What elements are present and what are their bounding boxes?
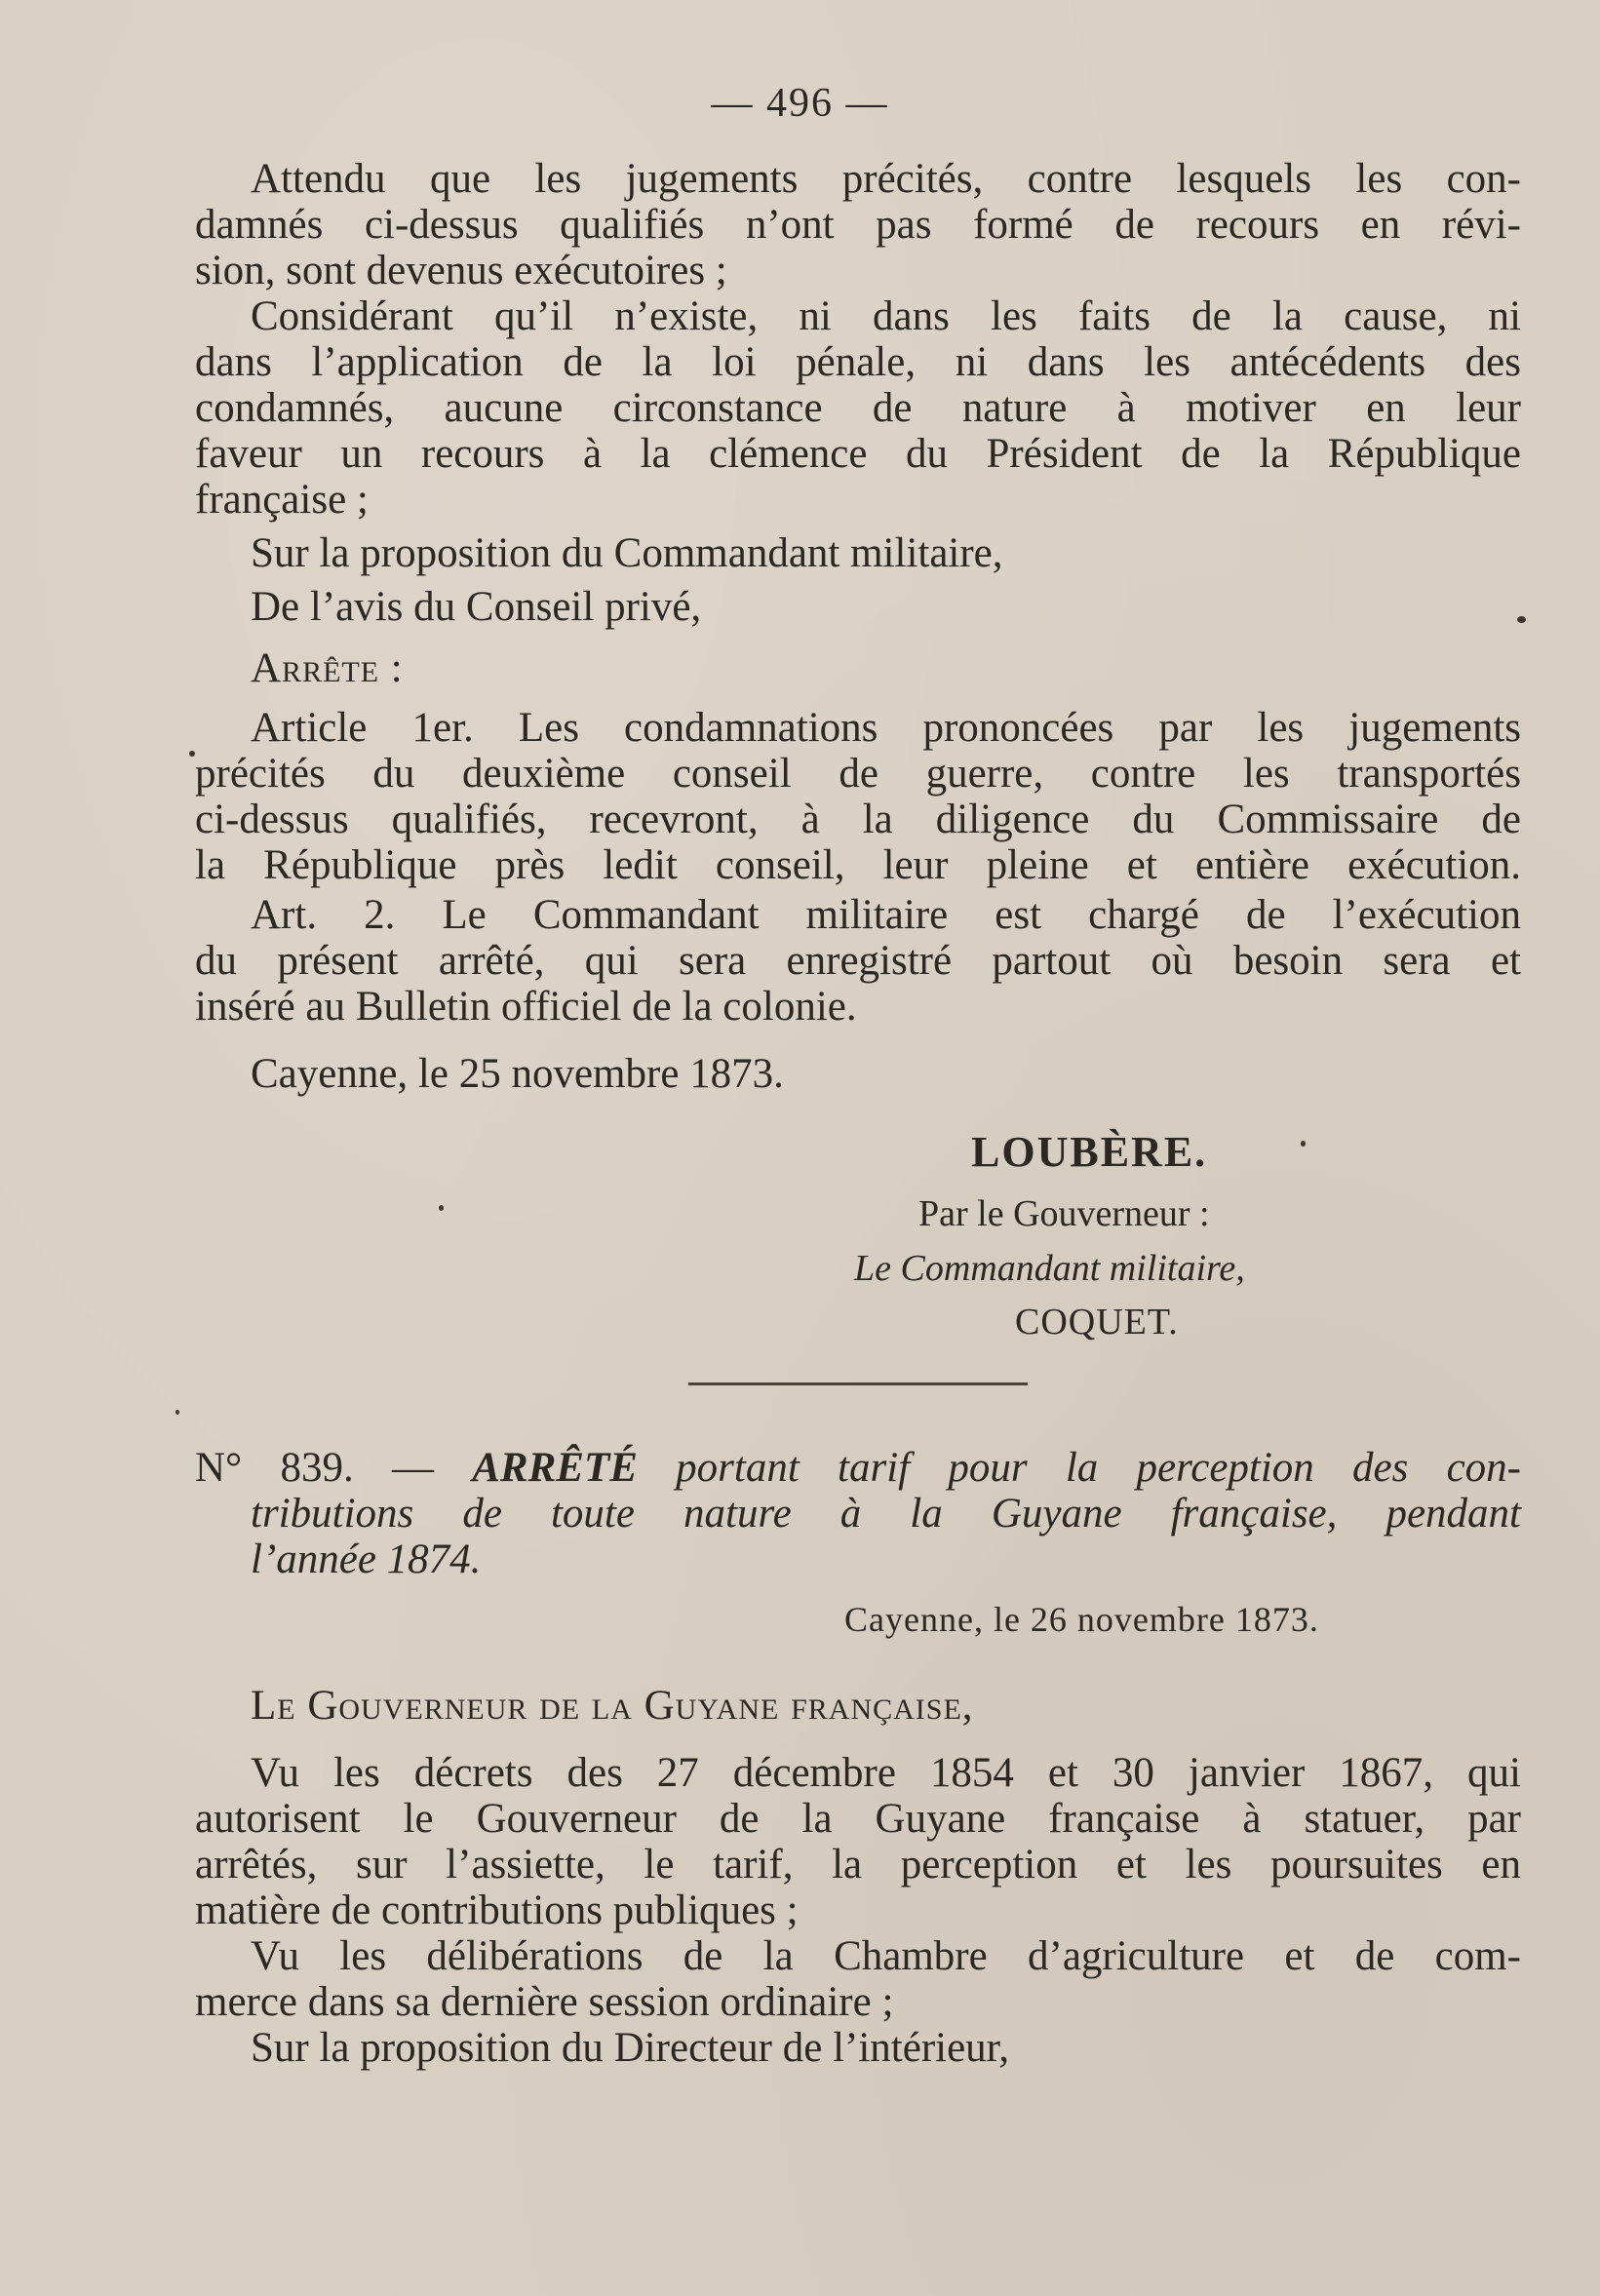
text-line: arrêtés, sur l’assiette, le tarif, la perception et les poursuites en: [195, 1842, 1521, 1887]
text-line: Article 1er. Les condamnations prononcées par les jugements: [251, 705, 1521, 751]
paper-speck: [1301, 1141, 1306, 1147]
upper-text-block: [195, 156, 1521, 1097]
decree-title-bold: ARRÊTÉ: [472, 1445, 638, 1491]
signature-name: LOUBÈRE.: [971, 1128, 1208, 1176]
text-line: Considérant qu’il n’existe, ni dans les faits de la cause, ni: [251, 293, 1521, 339]
decree-title-line: tributions de toute nature à la Guyane française, pendant: [251, 1491, 1521, 1537]
paper-speck: [1517, 616, 1526, 623]
text-line: Sur la proposition du Directeur de l’intérieur,: [251, 2025, 1010, 2071]
text-line: précités du deuxième conseil de guerre, contre les transportés: [195, 751, 1521, 797]
countersign-name: COQUET.: [1015, 1302, 1179, 1343]
lower-text-block: [195, 1683, 1521, 2071]
decree-title-line: [195, 1445, 1521, 1491]
signature-by: Par le Gouverneur :: [918, 1193, 1210, 1234]
text-line: De l’avis du Conseil privé,: [251, 584, 702, 630]
decree-date: Cayenne, le 26 novembre 1873.: [844, 1600, 1319, 1639]
governor-title: Le Gouverneur de la Guyane française,: [251, 1683, 974, 1729]
paper-speck: [189, 751, 195, 757]
text-line: Art. 2. Le Commandant militaire est chargé de l’exécution: [251, 892, 1521, 938]
page-number: — 496 —: [711, 81, 889, 126]
text-line: ci-dessus qualifiés, recevront, à la diligence du Commissaire de: [195, 797, 1521, 842]
section-divider: [688, 1382, 1028, 1385]
arrete-heading: Arrête :: [251, 645, 404, 691]
text-line: dans l’application de la loi pénale, ni dans les antécédents des: [195, 339, 1521, 385]
text-line: Attendu que les jugements précités, contre lesquels les con-: [251, 156, 1521, 202]
signature-role: Le Commandant militaire,: [854, 1248, 1245, 1289]
decree-number: N° 839. —: [195, 1445, 434, 1491]
text-line: Vu les décrets des 27 décembre 1854 et 30 janvier 1867, qui: [251, 1750, 1521, 1796]
text-line: la République près ledit conseil, leur pleine et entière exécution.: [195, 842, 1521, 888]
paper-speck: [439, 1205, 444, 1211]
place-date: Cayenne, le 25 novembre 1873.: [251, 1051, 784, 1097]
preamble-line: [195, 1683, 1521, 1729]
text-line: autorisent le Gouverneur de la Guyane française à statuer, par: [195, 1796, 1521, 1842]
text-line: inséré au Bulletin officiel de la colonie.: [195, 984, 857, 1030]
text-line: merce dans sa dernière session ordinaire ;: [195, 1979, 894, 2025]
text-line: faveur un recours à la clémence du Président de la République: [195, 431, 1521, 477]
text-line: Vu les délibérations de la Chambre d’agriculture et de com-: [251, 1933, 1521, 1979]
text-line: Sur la proposition du Commandant militaire,: [251, 530, 1003, 576]
decree-heading: [195, 1445, 1521, 1582]
text-line: condamnés, aucune circonstance de nature à motiver en leur: [195, 385, 1521, 431]
paper-speck: [176, 1410, 179, 1415]
decree-title-text: portant tarif pour la perception des con-: [676, 1445, 1522, 1491]
text-line: damnés ci-dessus qualifiés n’ont pas formé de recours en révi-: [195, 202, 1521, 248]
text-line: du présent arrêté, qui sera enregistré partout où besoin sera et: [195, 938, 1521, 984]
decree-title-line: l’année 1874.: [251, 1537, 482, 1582]
text-line: matière de contributions publiques ;: [195, 1887, 799, 1933]
text-line: française ;: [195, 477, 369, 523]
text-line: sion, sont devenus exécutoires ;: [195, 248, 727, 293]
